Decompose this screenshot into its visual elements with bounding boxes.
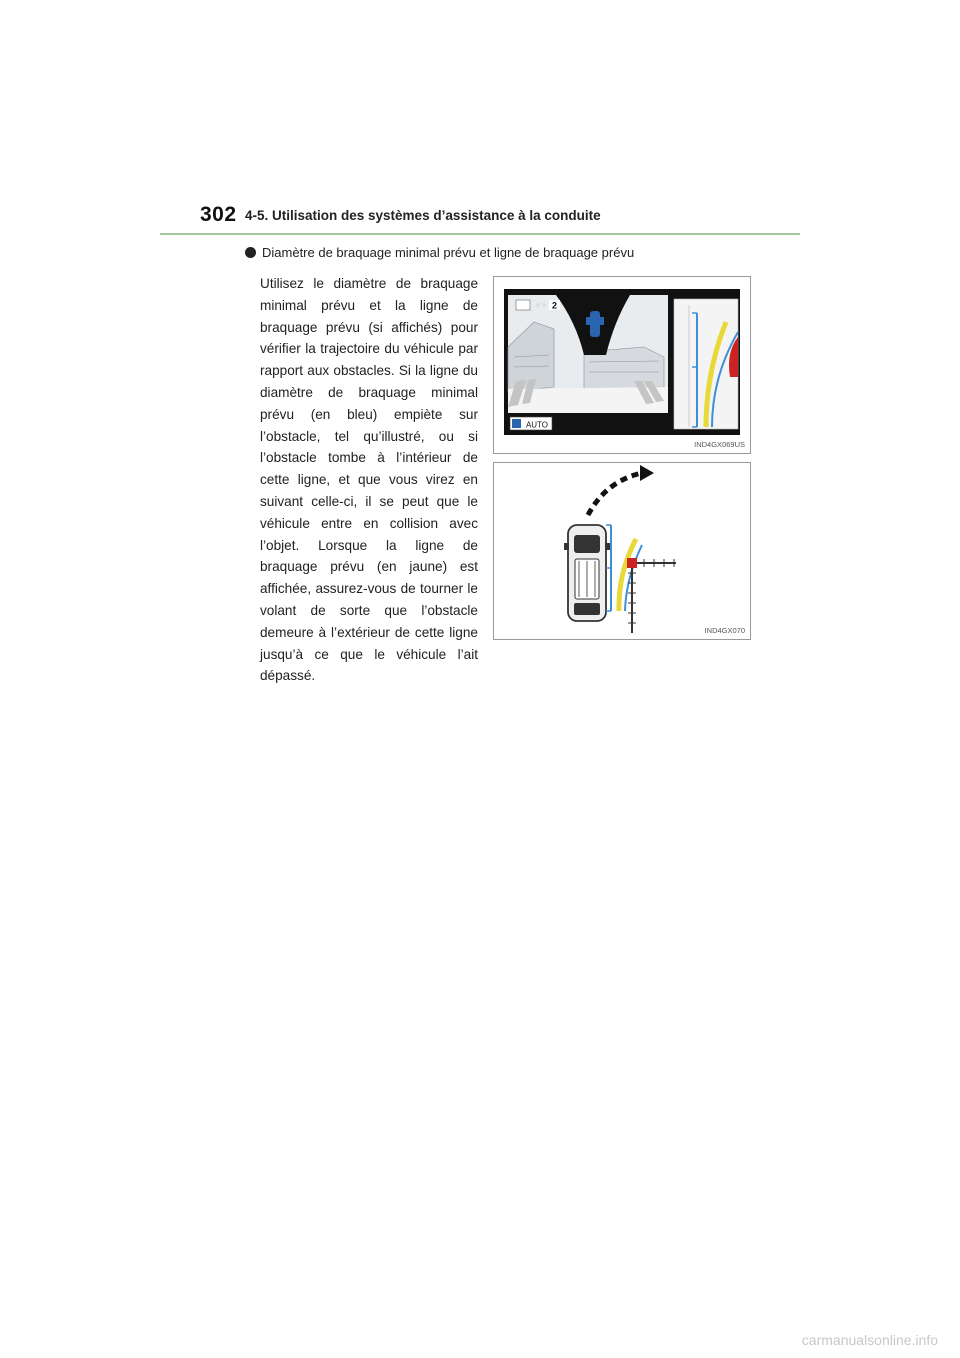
arrow-head-icon — [640, 465, 654, 481]
turning-line — [619, 539, 636, 611]
dashed-turn-arrow — [588, 473, 642, 515]
indicator-number: 2 — [551, 300, 558, 311]
section-title: 4-5. Utilisation des systèmes d’assistance à la conduite — [245, 208, 601, 223]
figure-top-view — [493, 462, 751, 640]
guide-line-panel — [674, 299, 738, 429]
car-top-view — [564, 525, 610, 621]
indicator-auto: AUTO — [525, 420, 549, 430]
bullet-heading — [245, 245, 634, 260]
page-number: 302 — [200, 203, 237, 226]
camera-view-illustration — [494, 277, 750, 453]
obstacle-icon — [627, 558, 637, 568]
bullet-heading-text: Diamètre de braquage minimal prévu et ligne de braquage prévu — [262, 245, 635, 260]
wall-line — [632, 563, 676, 633]
watermark: carmanualsonline.info — [801, 1332, 938, 1348]
figure-code: IND4GX070 — [704, 626, 745, 635]
header-rule — [160, 233, 800, 235]
side-camera-image — [508, 295, 668, 413]
figure-code: IND4GX069US — [694, 440, 745, 449]
figure-camera-view — [493, 276, 751, 454]
body-paragraph: Utilisez le diamètre de braquage minimal prévu et la ligne de braquage prévu (si affichés) pour vérifier la trajectoire du véhicule par rapport aux obstacles. Si la ligne du diamètre de braquage minimal prévu (en bleu) empiète sur l’obstacle, tel qu’illustré, ou si l’obstacle tombe à l’intérieur de cette ligne, et que vous virez en suivant celle-ci, il se peut que le véhicule entre en collision avec l’objet. Lorsque la ligne de braquage prévu (en jaune) est affichée, assurez-vous de tourner le volant de sorte que l’obstacle demeure à l’extérieur de cette ligne jusqu’à ce que le véhicule l’ait dépassé. — [260, 276, 478, 684]
top-view-illustration — [494, 463, 750, 639]
bullet-icon — [245, 247, 256, 258]
